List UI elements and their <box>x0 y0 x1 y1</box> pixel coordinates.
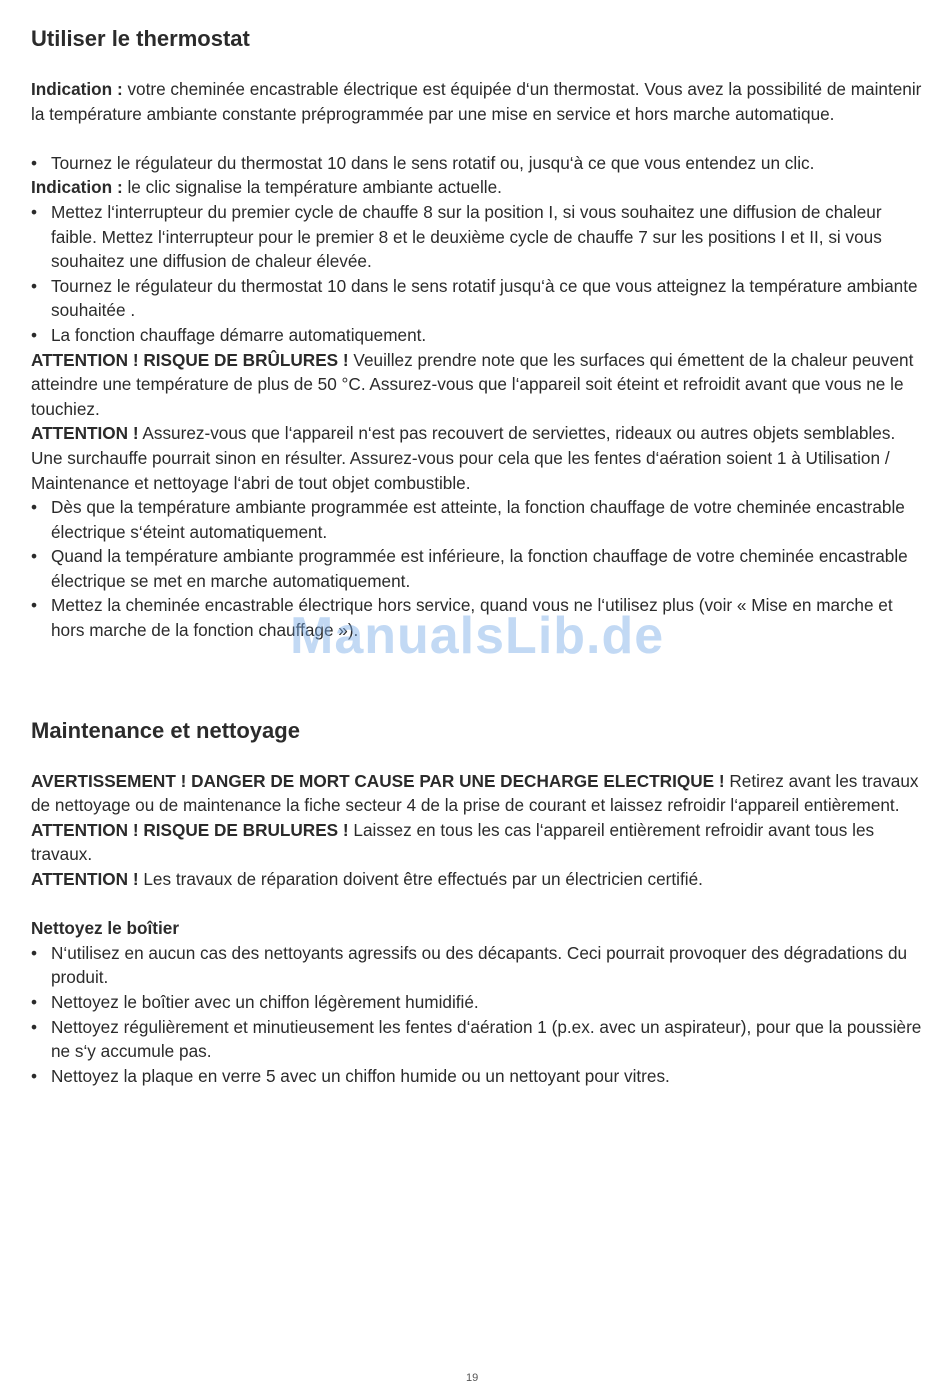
burn-warning-label: ATTENTION ! RISQUE DE BRÛLURES ! <box>31 349 349 370</box>
watermark: ManualsLib.de <box>290 607 665 665</box>
section-title-maintenance: Maintenance et nettoyage <box>31 717 300 743</box>
list-item: • Mettez l‘interrupteur du premier cycle de chauffe 8 sur la position I, si vous souhaitez une diffusion de chaleur faible. Mettez l‘interrupteur pour le premier 8 et le deuxième cycle de chauffe 7 sur les positions I et II, si vous souhaitez une diffusion de chaleur élevée. <box>31 200 923 274</box>
electric-warning-text: Retirez avant les travaux de nettoyage ou de maintenance la fiche secteur 4 de la prise de courant et laissez refroidir l‘appareil entièrement. <box>31 770 919 816</box>
list-item: • Nettoyez le boîtier avec un chiffon légèrement humidifié. <box>31 990 923 1015</box>
list-item: • Nettoyez régulièrement et minutieusement les fentes d‘aération 1 (p.ex. avec un aspirateur), pour que la poussière ne s‘y accumule pas. <box>31 1015 923 1064</box>
cover-warning-label: ATTENTION ! <box>31 423 139 444</box>
list-item: • Tournez le régulateur du thermostat 10 dans le sens rotatif jusqu‘à ce que vous atteignez la température ambiante souhaitée . <box>31 274 923 323</box>
document-page <box>31 0 923 1088</box>
repair-warning-text: Les travaux de réparation doivent être effectués par un électricien certifié. <box>138 869 703 890</box>
thermostat-steps-list-1 <box>31 151 923 176</box>
note-text: le clic signalise la température ambiante actuelle. <box>122 177 502 198</box>
intro-text: votre cheminée encastrable électrique est équipée d‘un thermostat. Vous avez la possibilité de maintenir la température ambiante constante préprogrammée par une mise en service et hors marche automatique. <box>31 79 922 124</box>
burn-warning-text: Veuillez prendre note que les surfaces qui émettent de la chaleur peuvent atteindre une température de plus de 50 °C. Assurez-vous que l‘appareil soit éteint et refroidit avant que vous ne le touchiez. <box>31 349 914 419</box>
section-title-thermostat: Utiliser le thermostat <box>31 26 250 51</box>
intro-paragraph <box>31 77 923 126</box>
burn-warning <box>31 348 923 422</box>
subheading-clean-case: Nettoyez le boîtier <box>31 918 180 939</box>
thermostat-steps-list-2 <box>31 200 923 348</box>
cleaning-list <box>31 941 923 1089</box>
intro-label: Indication : <box>31 79 123 99</box>
list-item: • La fonction chauffage démarre automatiquement. <box>31 323 923 348</box>
thermostat-steps-list-3 <box>31 495 923 643</box>
burn-warning-2-label: ATTENTION ! RISQUE DE BRULURES ! <box>31 819 349 840</box>
electric-warning <box>31 769 923 818</box>
note-paragraph <box>31 175 923 200</box>
list-item: • Quand la température ambiante programmée est inférieure, la fonction chauffage de votre cheminée encastrable électrique se met en marche automatiquement. <box>31 544 923 593</box>
burn-warning-2 <box>31 818 923 867</box>
note-label: Indication : <box>31 177 123 198</box>
list-item: • Tournez le régulateur du thermostat 10 dans le sens rotatif ou, jusqu‘à ce que vous entendez un clic. <box>31 151 923 176</box>
electric-warning-label: AVERTISSEMENT ! DANGER DE MORT CAUSE PAR UNE DECHARGE ELECTRIQUE ! <box>31 770 725 791</box>
burn-warning-2-text: Laissez en tous les cas l‘appareil entièrement refroidir avant tous les travaux. <box>31 819 875 865</box>
cover-warning <box>31 421 923 495</box>
cover-warning-text: Assurez-vous que l‘appareil n‘est pas recouvert de serviettes, rideaux ou autres objets semblables. Une surchauffe pourrait sinon en résulter. Assurez-vous pour cela que les fentes d‘aération soient 1 à Utilisation / Maintenance et nettoyage l‘abri de tout objet combustible. <box>31 423 896 493</box>
list-item: • Mettez la cheminée encastrable électrique hors service, quand vous ne l‘utilisez plus (voir « Mise en marche et hors marche de la fonction chauffage »). <box>31 593 923 642</box>
list-item: • N‘utilisez en aucun cas des nettoyants agressifs ou des décapants. Ceci pourrait provoquer des dégradations du produit. <box>31 941 923 990</box>
list-item: • Nettoyez la plaque en verre 5 avec un chiffon humide ou un nettoyant pour vitres. <box>31 1064 923 1089</box>
list-item: • Dès que la température ambiante programmée est atteinte, la fonction chauffage de votre cheminée encastrable électrique s‘éteint automatiquement. <box>31 495 923 544</box>
page-number: 19 <box>466 1372 479 1384</box>
repair-warning-label: ATTENTION ! <box>31 869 139 890</box>
repair-warning <box>31 867 923 892</box>
